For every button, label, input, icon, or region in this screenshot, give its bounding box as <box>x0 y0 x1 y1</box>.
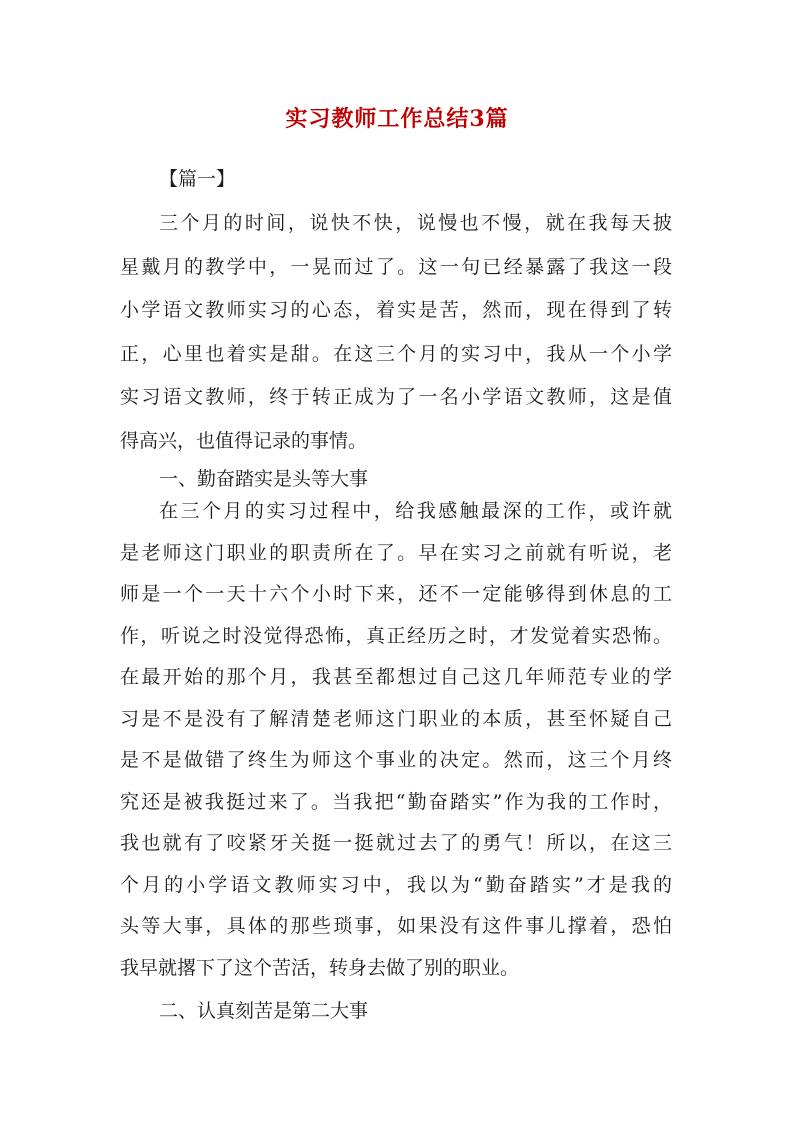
paragraph-line: 我也就有了咬紧牙关挺一挺就过去了的勇气！所以，在这三 <box>120 832 672 854</box>
paragraph-line: 得高兴，也值得记录的事情。 <box>120 429 368 452</box>
paragraph-line: 小学语文教师实习的心态，着实是苦，然而，现在得到了转 <box>120 299 672 321</box>
paragraph-line: 是不是做错了终生为师这个事业的决定。然而，这三个月终 <box>120 749 672 771</box>
paragraph-line: 实习语文教师，终于转正成为了一名小学语文教师，这是值 <box>120 386 672 408</box>
paragraph-line: 三个月的时间，说快不快，说慢也不慢，就在我每天披 <box>159 212 672 234</box>
paragraph-line: 在最开始的那个月，我甚至都想过自己这几年师范专业的学 <box>120 666 672 688</box>
heading-2: 二、认真刻苦是第二大事 <box>159 1000 369 1022</box>
paragraph-line: 正，心里也着实是甜。在这三个月的实习中，我从一个小学 <box>120 342 672 365</box>
paragraph-line: 习是不是没有了解清楚老师这门职业的本质，甚至怀疑自己 <box>120 707 672 730</box>
paragraph-line: 是老师这门职业的职责所在了。早在实习之前就有听说，老 <box>120 541 672 564</box>
document-title: 实习教师工作总结3篇 <box>285 106 509 132</box>
paragraph-line: 个月的小学语文教师实习中，我以为“勤奋踏实”才是我的 <box>120 873 672 896</box>
paragraph-line: 在三个月的实习过程中，给我感触最深的工作，或许就 <box>159 500 672 522</box>
section-label: 【篇一】 <box>159 168 236 190</box>
paragraph-line: 作，听说之时没觉得恐怖，真正经历之时，才发觉着实恐怖。 <box>120 624 672 647</box>
paragraph-line: 星戴月的教学中，一晃而过了。这一句已经暴露了我这一段 <box>120 255 672 278</box>
paragraph-line: 师是一个一天十六个小时下来，还不一定能够得到休息的工 <box>120 583 672 605</box>
paragraph-line: 究还是被我挺过来了。当我把“勤奋踏实”作为我的工作时， <box>120 790 672 813</box>
paragraph-line: 我早就撂下了这个苦活，转身去做了别的职业。 <box>120 956 520 979</box>
paragraph-line: 头等大事，具体的那些琐事，如果没有这件事儿撑着，恐怕 <box>120 915 672 937</box>
heading-1: 一、勤奋踏实是头等大事 <box>159 468 369 490</box>
